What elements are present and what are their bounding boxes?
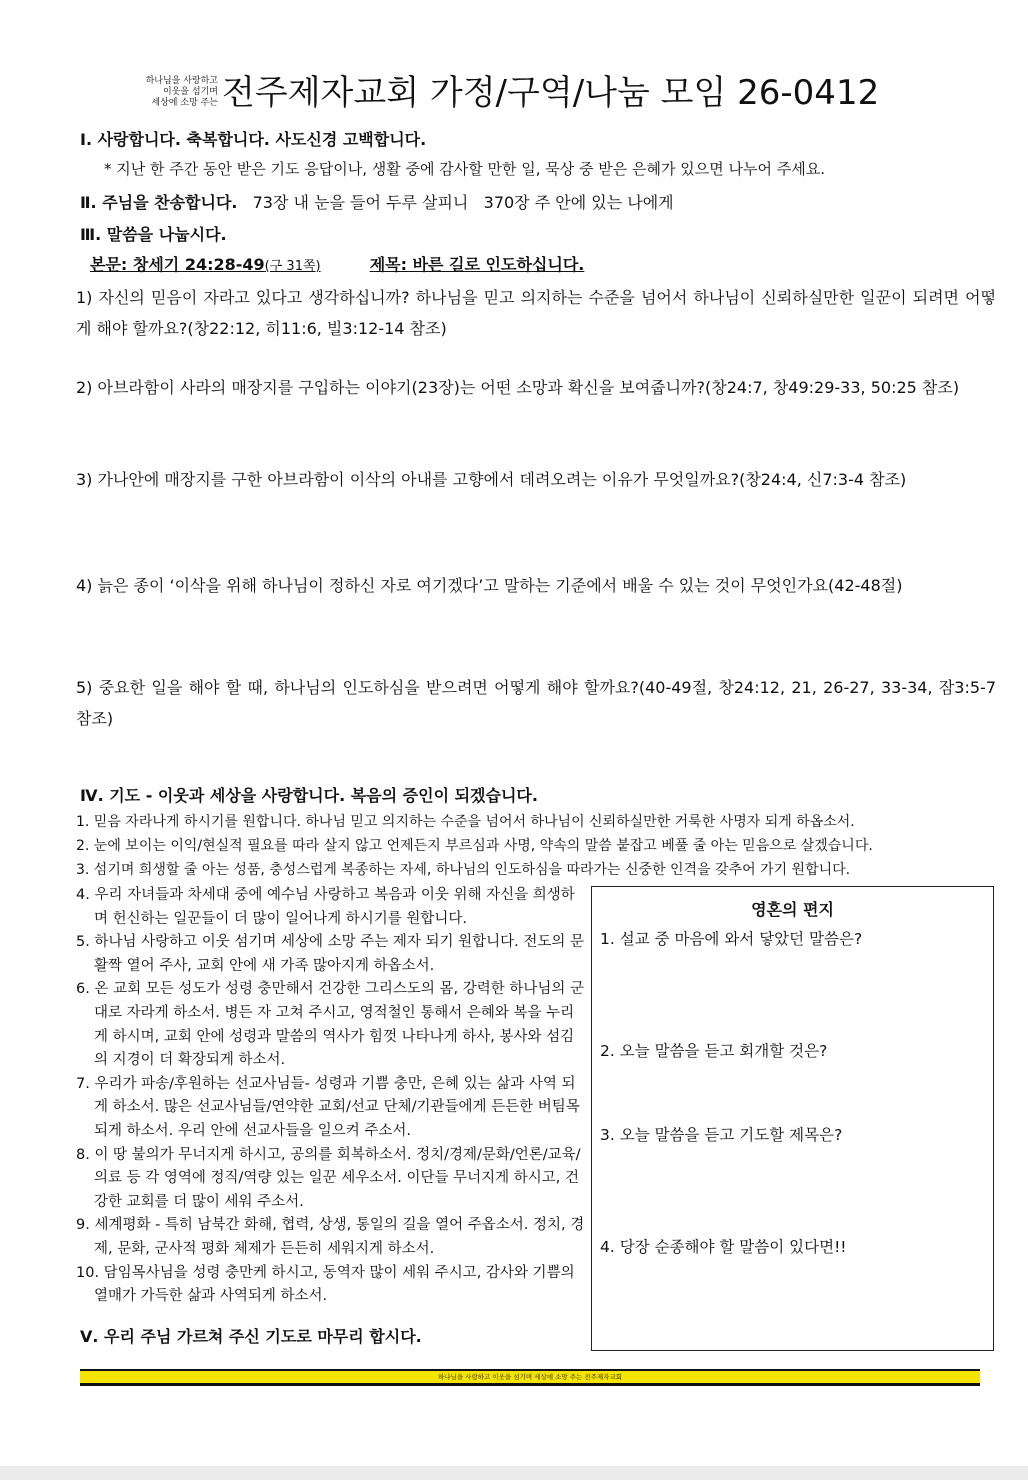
page-title: 전주제자교회 가정/구역/나눔 모임 26-0412: [222, 73, 880, 113]
prayer-item: 10. 담임목사님을 성령 충만케 하시고, 동역자 많이 세워 주시고, 감사와 기쁨의 열매가 가득한 삶과 사역되게 하소서.: [76, 1264, 575, 1305]
prayer-item: 7. 우리가 파송/후원하는 선교사님들- 성령과 기쁨 충만, 은혜 있는 삶과 사역 되게 하소서. 많은 선교사님들/연약한 교회/선교 단체/기관들에게 든든한 버팀목 되게 하소서. 우리 안에 선교사들을 일으켜 주소서.: [76, 1075, 580, 1139]
prayer-item: 9. 세계평화 - 특히 남북간 화해, 협력, 상생, 통일의 길을 열어 주옵소서. 정치, 경제, 문화, 군사적 평화 체제가 든든히 세워지게 하소서.: [76, 1217, 585, 1257]
prayer-item: 5. 하나님 사랑하고 이웃 섬기며 세상에 소망 주는 제자 되기 원합니다. 전도의 문 활짝 열어 주사, 교회 안에 새 가족 많아지게 하옵소서.: [76, 934, 584, 974]
hymn-list: 73장 내 눈을 들어 두루 살피니 370장 주 안에 있는 나에게: [252, 193, 674, 212]
reflection-question: 1. 설교 중 마음에 와서 닿았던 말씀은?: [600, 930, 863, 948]
prayer-item: 6. 온 교회 모든 성도가 성령 충만해서 건강한 그리스도의 몸, 강력한 하나님의 군대로 자라게 하소서. 병든 자 고쳐 주시고, 영적철인 통해서 은혜와 복을 누리게 하시며, 교회 안에 성령과 말씀의 역사가 힘껏 나타나게 하사, 봉사와 섬김의 지경이 더 확장되게 하소서.: [76, 981, 584, 1069]
section-2-line: [80, 191, 674, 215]
question-3: 3) 가나안에 매장지를 구한 아브라함이 이삭의 아내를 고향에서 데려오려는 이유가 무엇일까요?(창24:4, 신7:3-4 참조): [76, 470, 907, 489]
church-motto: [128, 76, 218, 109]
prayer-item: 4. 우리 자녀들과 차세대 중에 예수님 사랑하고 복음과 이웃 위해 자신을 희생하며 헌신하는 일꾼들이 더 많이 일어나게 하시기를 원합니다.: [76, 887, 575, 927]
section-1-note: * 지난 한 주간 동안 받은 기도 응답이나, 생활 중에 감사할 만한 일, 묵상 중 받은 은혜가 있으면 나누어 주세요.: [104, 160, 825, 178]
prayer-item: 3. 섬기며 희생할 줄 아는 성품, 충성스럽게 복종하는 자세, 하나님의 인도하심을 따라가는 신중한 인격을 갖추어 가기 원합니다.: [76, 862, 851, 878]
reflection-question: 3. 오늘 말씀을 듣고 기도할 제목은?: [600, 1126, 843, 1144]
section-4-heading: Ⅳ. 기도 - 이웃과 세상을 사랑합니다. 복음의 증인이 되겠습니다.: [80, 786, 538, 805]
document-header: [128, 70, 988, 120]
motto-line: 하나님을 사랑하고: [145, 76, 218, 86]
section-1-heading: Ⅰ. 사랑합니다. 축복합니다. 사도신경 고백합니다.: [80, 130, 427, 149]
motto-line: 세상에 소망 주는: [151, 98, 218, 108]
sermon-title: 제목: 바른 길로 인도하십니다.: [369, 255, 585, 274]
prayer-item: 1. 믿음 자라나게 하시기를 원합니다. 하나님 믿고 의지하는 수준을 넘어서 하나님이 신뢰하실만한 거룩한 사명자 되게 하옵소서.: [76, 814, 855, 830]
page-bottom-margin: [0, 1466, 1028, 1480]
section-5-heading: Ⅴ. 우리 주님 가르쳐 주신 기도로 마무리 합시다.: [80, 1327, 422, 1346]
prayer-item: 2. 눈에 보이는 이익/현실적 필요를 따라 살지 않고 언제든지 부르심과 사명, 약속의 말씀 붙잡고 베풀 줄 아는 믿음으로 살겠습니다.: [76, 838, 873, 854]
scripture-text: 본문: 창세기 24:28-49: [90, 255, 265, 274]
section-3-heading: Ⅲ. 말씀을 나눕시다.: [80, 225, 227, 244]
footer-band: 하나님을 사랑하고 이웃을 섬기며 세상에 소망 주는 전주제자교회: [80, 1369, 980, 1386]
reflection-question: 4. 당장 순종해야 할 말씀이 있다면!!: [600, 1238, 847, 1256]
scripture-page: (구 31쪽): [264, 259, 321, 274]
question-4: 4) 늙은 종이 ‘이삭을 위해 하나님이 정하신 자로 여기겠다’고 말하는 기준에서 배울 수 있는 것이 무엇인가요(42-48절): [76, 576, 903, 595]
question-5: 5) 중요한 일을 해야 할 때, 하나님의 인도하심을 받으려면 어떻게 해야 할까요?(40-49절, 창24:12, 21, 26-27, 33-34, 잠3:5-7 참조): [76, 678, 996, 728]
question-2: 2) 아브라함이 사라의 매장지를 구입하는 이야기(23장)는 어떤 소망과 확신을 보여줍니까?(창24:7, 창49:29-33, 50:25 참조): [76, 378, 960, 397]
motto-line: 이웃을 섬기며: [162, 87, 218, 97]
reflection-question: 2. 오늘 말씀을 듣고 회개할 것은?: [600, 1042, 828, 1060]
prayer-item: 8. 이 땅 불의가 무너지게 하시고, 공의를 회복하소서. 정치/경제/문화/언론/교육/의료 등 각 영역에 정직/역량 있는 일꾼 세우소서. 이단들 무너지게 하시고, 건강한 교회를 더 많이 세워 주소서.: [76, 1146, 581, 1210]
section-2-heading: Ⅱ. 주님을 찬송합니다.: [80, 193, 238, 212]
soul-letter-title: 영혼의 편지: [751, 900, 834, 919]
soul-letter-box: [591, 886, 994, 1351]
scripture-line: [90, 253, 584, 279]
prayer-list: [76, 884, 588, 1309]
question-1: 1) 자신의 믿음이 자라고 있다고 생각하십니까? 하나님을 믿고 의지하는 수준을 넘어서 하나님이 신뢰하실만한 일꾼이 되려면 어떻게 해야 할까요?(창22:12, 히11:6, 빌3:12-14 참조): [76, 288, 996, 338]
